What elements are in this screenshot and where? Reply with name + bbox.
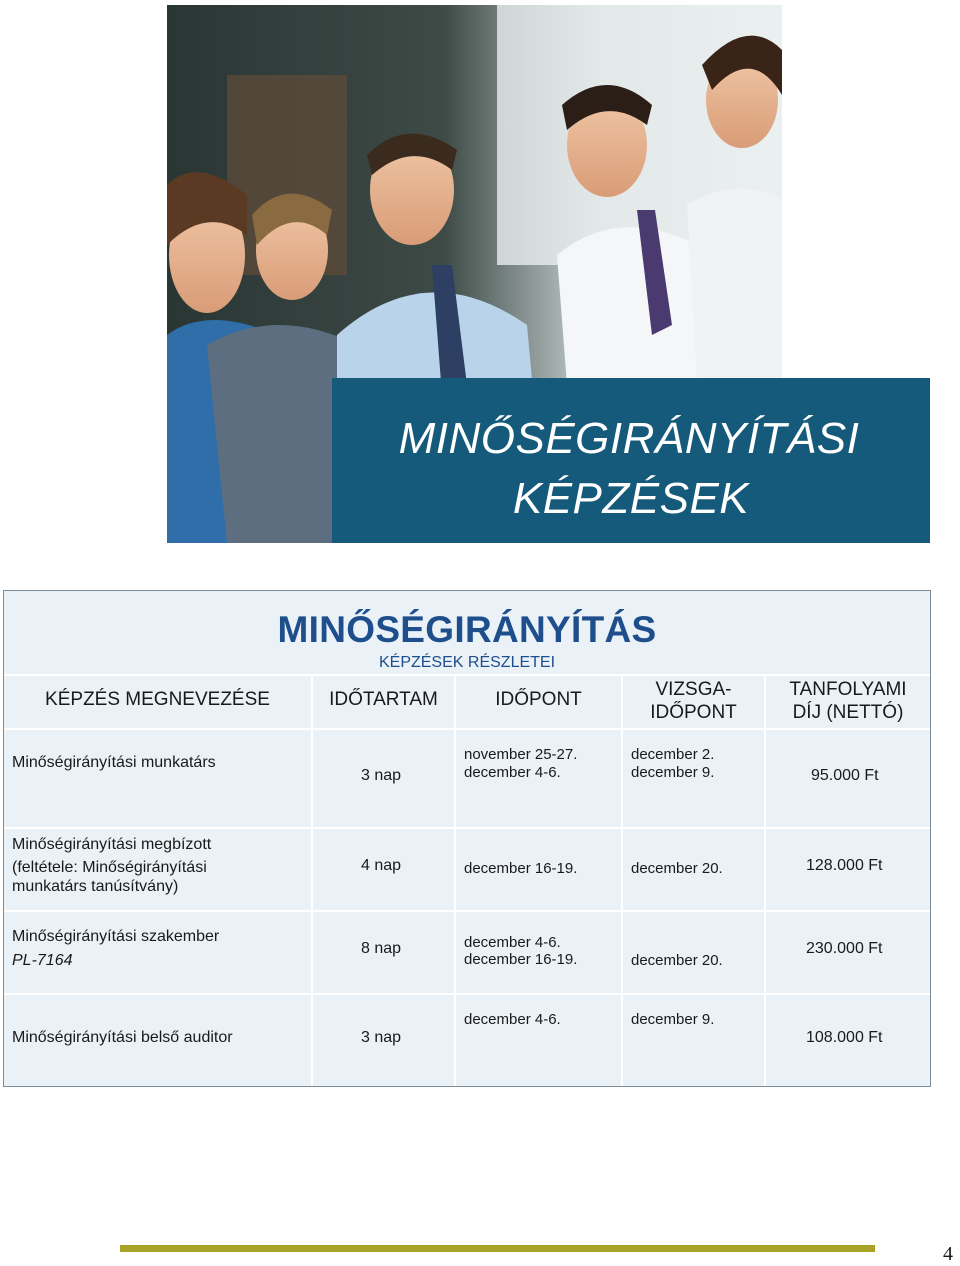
row1-duration: 3 nap	[361, 767, 402, 784]
table-divider	[4, 728, 930, 730]
footer-bar	[120, 1245, 875, 1252]
table-divider	[4, 993, 930, 995]
row1-date-line2: december 4-6.	[464, 764, 561, 781]
header-exam-line2: IDŐPONT	[650, 702, 737, 723]
header-exam-line1: VIZSGA-	[655, 679, 732, 700]
header-date: IDŐPONT	[495, 689, 582, 710]
row4-date-line1: december 4-6.	[464, 1011, 561, 1028]
hero-banner	[332, 378, 930, 543]
hero-title-line1: MINŐSÉGIRÁNYÍTÁSI	[398, 414, 860, 463]
row3-name-code: PL-7164	[12, 952, 73, 969]
header-duration: IDŐTARTAM	[329, 689, 438, 710]
row2-date-line1: december 16-19.	[464, 860, 578, 877]
page-number: 4	[943, 1243, 953, 1265]
row2-duration: 4 nap	[361, 857, 402, 874]
table-divider	[454, 674, 456, 1086]
row4-duration: 3 nap	[361, 1029, 402, 1046]
training-table	[3, 590, 931, 1087]
table-divider	[4, 910, 930, 912]
table-divider	[311, 674, 313, 1086]
table-divider	[764, 674, 766, 1086]
table-subtitle: KÉPZÉSEK RÉSZLETEI	[378, 654, 556, 671]
row3-duration: 8 nap	[361, 940, 402, 957]
row3-name-line1: Minőségirányítási szakember	[12, 928, 220, 945]
row1-name: Minőségirányítási munkatárs	[12, 754, 216, 771]
header-fee-line1: TANFOLYAMI	[789, 679, 907, 700]
row3-exam-line1: december 20.	[631, 952, 723, 969]
table-divider	[4, 827, 930, 829]
row1-exam-line1: december 2.	[631, 746, 715, 763]
row1-fee: 95.000 Ft	[811, 767, 879, 784]
table-divider	[4, 674, 930, 676]
table-title: MINŐSÉGIRÁNYÍTÁS	[277, 609, 657, 650]
table-divider	[621, 674, 623, 1086]
hero-title-line2: KÉPZÉSEK	[512, 474, 750, 523]
row2-name-line1: Minőségirányítási megbízott	[12, 836, 212, 853]
row1-date-line1: november 25-27.	[464, 746, 578, 763]
header-name: KÉPZÉS MEGNEVEZÉSE	[45, 689, 270, 710]
row2-name-line2: (feltétele: Minőségirányítási	[12, 859, 207, 876]
row3-date-line2: december 16-19.	[464, 951, 578, 968]
row4-name: Minőségirányítási belső auditor	[12, 1029, 233, 1046]
row4-fee: 108.000 Ft	[806, 1029, 883, 1046]
row2-name-line3: munkatárs tanúsítvány)	[12, 878, 179, 895]
header-fee-line2: DÍJ (NETTÓ)	[792, 702, 904, 723]
row2-fee: 128.000 Ft	[806, 857, 883, 874]
row3-fee: 230.000 Ft	[806, 940, 883, 957]
row3-date-line1: december 4-6.	[464, 934, 561, 951]
row2-exam-line1: december 20.	[631, 860, 723, 877]
row4-exam-line1: december 9.	[631, 1011, 715, 1028]
row1-exam-line2: december 9.	[631, 764, 715, 781]
